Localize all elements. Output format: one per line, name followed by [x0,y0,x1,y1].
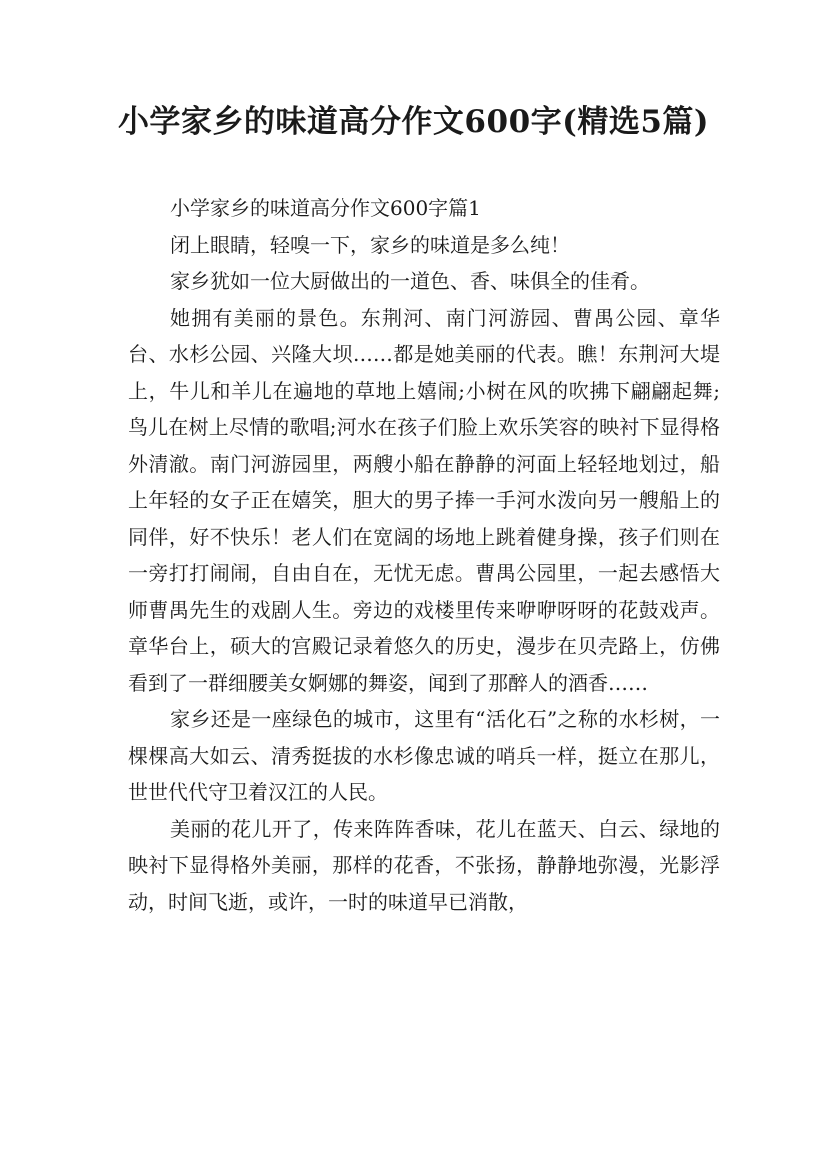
paragraph-5: 美丽的花儿开了，传来阵阵香味，花儿在蓝天、白云、绿地的映衬下显得格外美丽，那样的花香，不张扬，静静地弥漫，光影浮动，时间飞逝，或许，一时的味道早已消散， [128,816,720,914]
document-title: 小学家乡的味道高分作文600字(精选5篇) [117,104,710,140]
paragraph-2: 家乡犹如一位大厨做出的一道色、香、味俱全的佳肴。 [170,269,650,293]
section-heading: 小学家乡的味道高分作文600字篇1 [170,196,481,220]
paragraph-3: 她拥有美丽的景色。东荆河、南门河游园、曹禺公园、章华台、水杉公园、兴隆大坝……都是她美丽的代表。瞧！东荆河大堤上，牛儿和羊儿在遍地的草地上嬉闹;小树在风的吹拂下翩翩起舞;鸟儿在树上尽情的歌唱;河水在孩子们脸上欢乐笑容的映衬下显得格外清澈。南门河游园里，两艘小船在静静的河面上轻轻地划过，船上年轻的女子正在嬉笑，胆大的男子捧一手河水泼向另一艘船上的同伴，好不快乐！老人们在宽阔的场地上跳着健身操，孩子们则在一旁打打闹闹，自由自在，无忧无虑。曹禺公园里，一起去感悟大师曹禺先生的戏剧人生。旁边的戏楼里传来咿咿呀呀的花鼓戏声。章华台上，硕大的宫殿记录着悠久的历史，漫步在贝壳路上，仿佛看到了一群细腰美女婀娜的舞姿，闻到了那醉人的酒香…… [128,305,720,695]
paragraph-1: 闭上眼睛，轻嗅一下，家乡的味道是多么纯！ [170,232,570,257]
document-body [128,190,720,920]
paragraph-4: 家乡还是一座绿色的城市，这里有“活化石”之称的水杉树，一棵棵高大如云、清秀挺拔的水杉像忠诚的哨兵一样，挺立在那儿，世世代代守卫着汉江的人民。 [128,707,720,804]
